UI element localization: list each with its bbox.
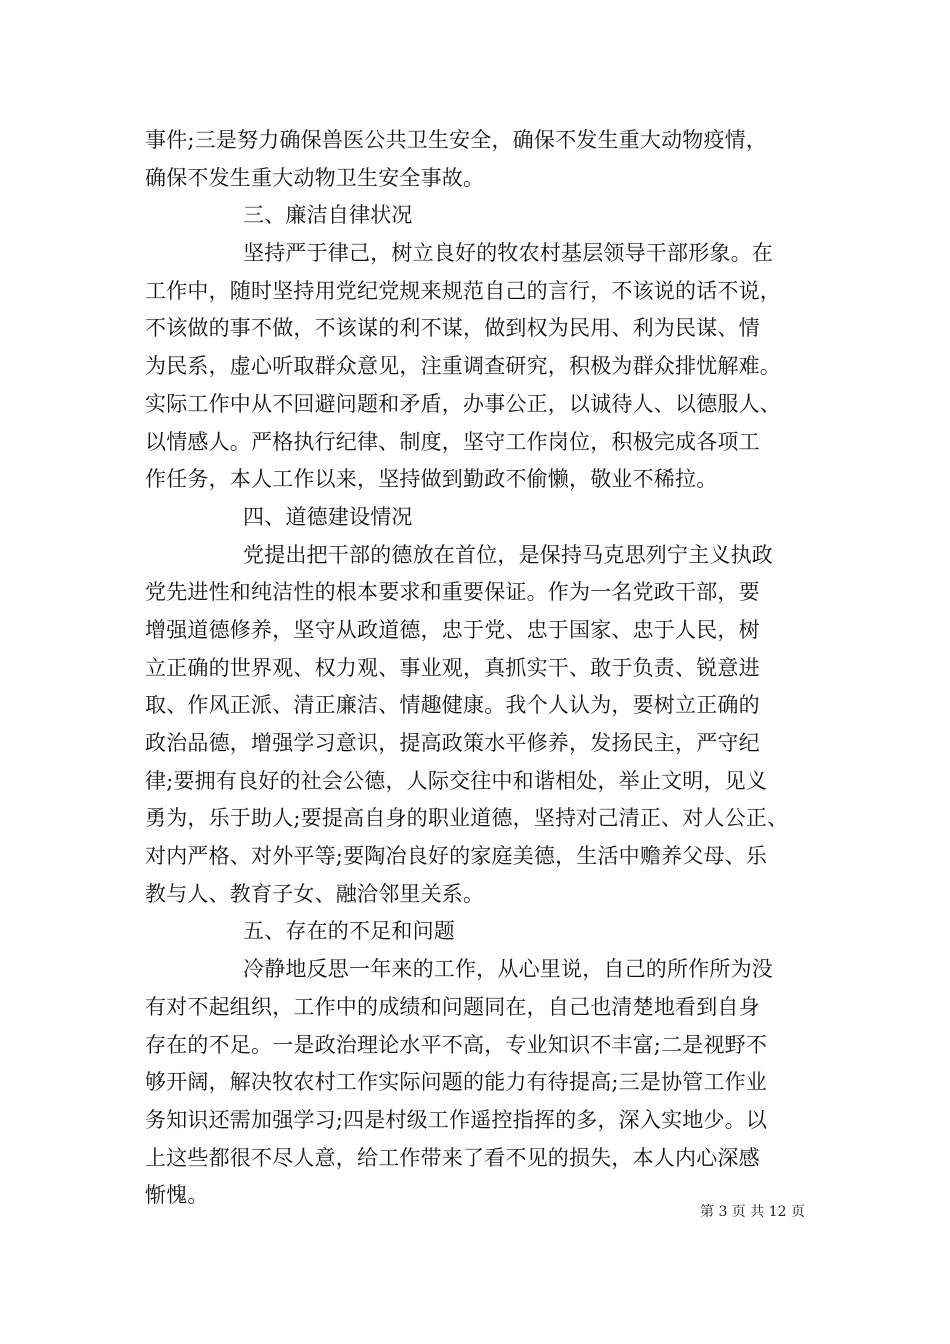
text-line: 惭愧。 (145, 1183, 209, 1208)
text-line: 党提出把干部的德放在首位，是保持马克思列宁主义执政 (243, 542, 773, 567)
text-line: 律;要拥有良好的社会公德，人际交往中和谐相处，举止文明，见义 (145, 768, 768, 793)
text-line: 增强道德修养，坚守从政道德，忠于党、忠于国家、忠于人民，树 (145, 617, 760, 642)
section-heading: 三、廉洁自律状况 (243, 203, 413, 228)
text-line: 对内严格、对外平等;要陶冶良好的家庭美德，生活中赡养父母、乐 (145, 844, 768, 869)
text-line: 为民系，虚心听取群众意见，注重调查研究，积极为群众排忧解难。 (145, 354, 781, 379)
text-line: 勇为，乐于助人;要提高自身的职业道德，坚持对己清正、对人公正、 (145, 806, 789, 831)
text-line: 工作中，随时坚持用党纪党规来规范自己的言行，不该说的话不说， (145, 278, 781, 303)
text-line: 党先进性和纯洁性的根本要求和重要保证。作为一名党政干部，要 (145, 580, 760, 605)
text-line: 上这些都很不尽人意，给工作带来了看不见的损失，本人内心深感 (145, 1145, 760, 1170)
text-line: 教与人、教育子女、融洽邻里关系。 (145, 881, 485, 906)
text-line: 存在的不足。一是政治理论水平不高，专业知识不丰富;二是视野不 (145, 1032, 768, 1057)
page-footer: 第 3 页 共 12 页 (700, 1204, 805, 1220)
text-line: 有对不起组织，工作中的成绩和问题同在，自己也清楚地看到自身 (145, 994, 760, 1019)
text-line: 以情感人。严格执行纪律、制度，坚守工作岗位，积极完成各项工 (145, 429, 760, 454)
text-line: 务知识还需加强学习;四是村级工作遥控指挥的多，深入实地少。以 (145, 1107, 768, 1132)
text-line: 作任务，本人工作以来，坚持做到勤政不偷懒，敬业不稀拉。 (145, 467, 718, 492)
text-line: 够开阔，解决牧农村工作实际问题的能力有待提高;三是协管工作业 (145, 1070, 768, 1095)
text-line: 立正确的世界观、权力观、事业观，真抓实干、敢于负责、锐意进 (145, 655, 760, 680)
text-line: 冷静地反思一年来的工作，从心里说，自己的所作所为没 (243, 957, 773, 982)
text-line: 事件;三是努力确保兽医公共卫生安全，确保不发生重大动物疫情， (145, 128, 768, 152)
text-line: 取、作风正派、清正廉洁、情趣健康。我个人认为，要树立正确的 (145, 693, 760, 718)
section-heading: 五、存在的不足和问题 (243, 919, 455, 944)
text-line: 实际工作中从不回避问题和矛盾，办事公正，以诚待人、以德服人、 (145, 391, 781, 416)
section-heading: 四、道德建设情况 (243, 504, 413, 529)
text-line: 政治品德，增强学习意识，提高政策水平修养，发扬民主，严守纪 (145, 731, 760, 755)
document-body (145, 122, 810, 1215)
text-line: 坚持严于律己，树立良好的牧农村基层领导干部形象。在 (243, 241, 773, 266)
text-line: 不该做的事不做，不该谋的利不谋，做到权为民用、利为民谋、情 (145, 316, 760, 341)
text-line: 确保不发生重大动物卫生安全事故。 (145, 165, 485, 190)
